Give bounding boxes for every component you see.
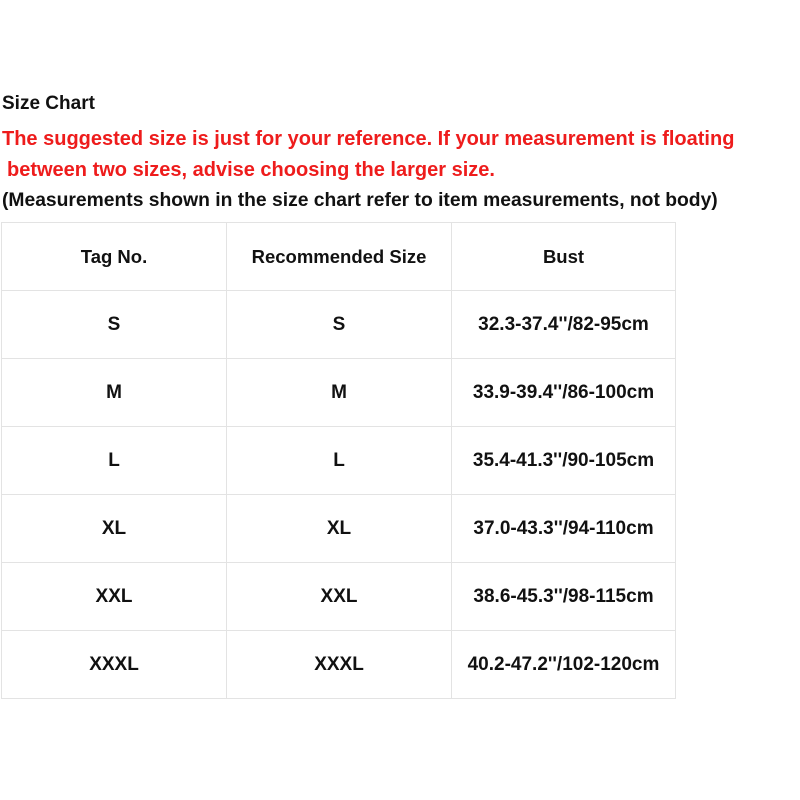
tag-no-cell: L (2, 427, 227, 495)
table-row (2, 291, 676, 359)
size-chart-title: Size Chart (2, 93, 95, 114)
bust-cell: 37.0-43.3''/94-110cm (452, 495, 676, 563)
header-bust: Bust (452, 223, 676, 291)
recommended-size-cell: XXXL (227, 631, 452, 699)
tag-no-cell: S (2, 291, 227, 359)
tag-no-cell: XXL (2, 563, 227, 631)
recommended-size-cell: XXL (227, 563, 452, 631)
header-tag-no: Tag No. (2, 223, 227, 291)
bust-cell: 40.2-47.2''/102-120cm (452, 631, 676, 699)
recommended-size-cell: M (227, 359, 452, 427)
table-row (2, 631, 676, 699)
recommended-size-cell: L (227, 427, 452, 495)
tag-no-cell: XL (2, 495, 227, 563)
table-row (2, 495, 676, 563)
tag-no-cell: M (2, 359, 227, 427)
size-advice-line-1: The suggested size is just for your reference. If your measurement is floating (2, 128, 735, 150)
header-recommended-size: Recommended Size (227, 223, 452, 291)
recommended-size-cell: XL (227, 495, 452, 563)
bust-cell: 33.9-39.4''/86-100cm (452, 359, 676, 427)
size-advice-line-2: between two sizes, advise choosing the larger size. (7, 159, 495, 181)
bust-cell: 32.3-37.4''/82-95cm (452, 291, 676, 359)
tag-no-cell: XXXL (2, 631, 227, 699)
table-row (2, 563, 676, 631)
size-table (1, 222, 676, 699)
table-header-row (2, 223, 676, 291)
table-row (2, 427, 676, 495)
bust-cell: 35.4-41.3''/90-105cm (452, 427, 676, 495)
recommended-size-cell: S (227, 291, 452, 359)
table-row (2, 359, 676, 427)
measurement-note: (Measurements shown in the size chart refer to item measurements, not body) (2, 190, 718, 211)
bust-cell: 38.6-45.3''/98-115cm (452, 563, 676, 631)
size-advice-notice (2, 124, 734, 186)
